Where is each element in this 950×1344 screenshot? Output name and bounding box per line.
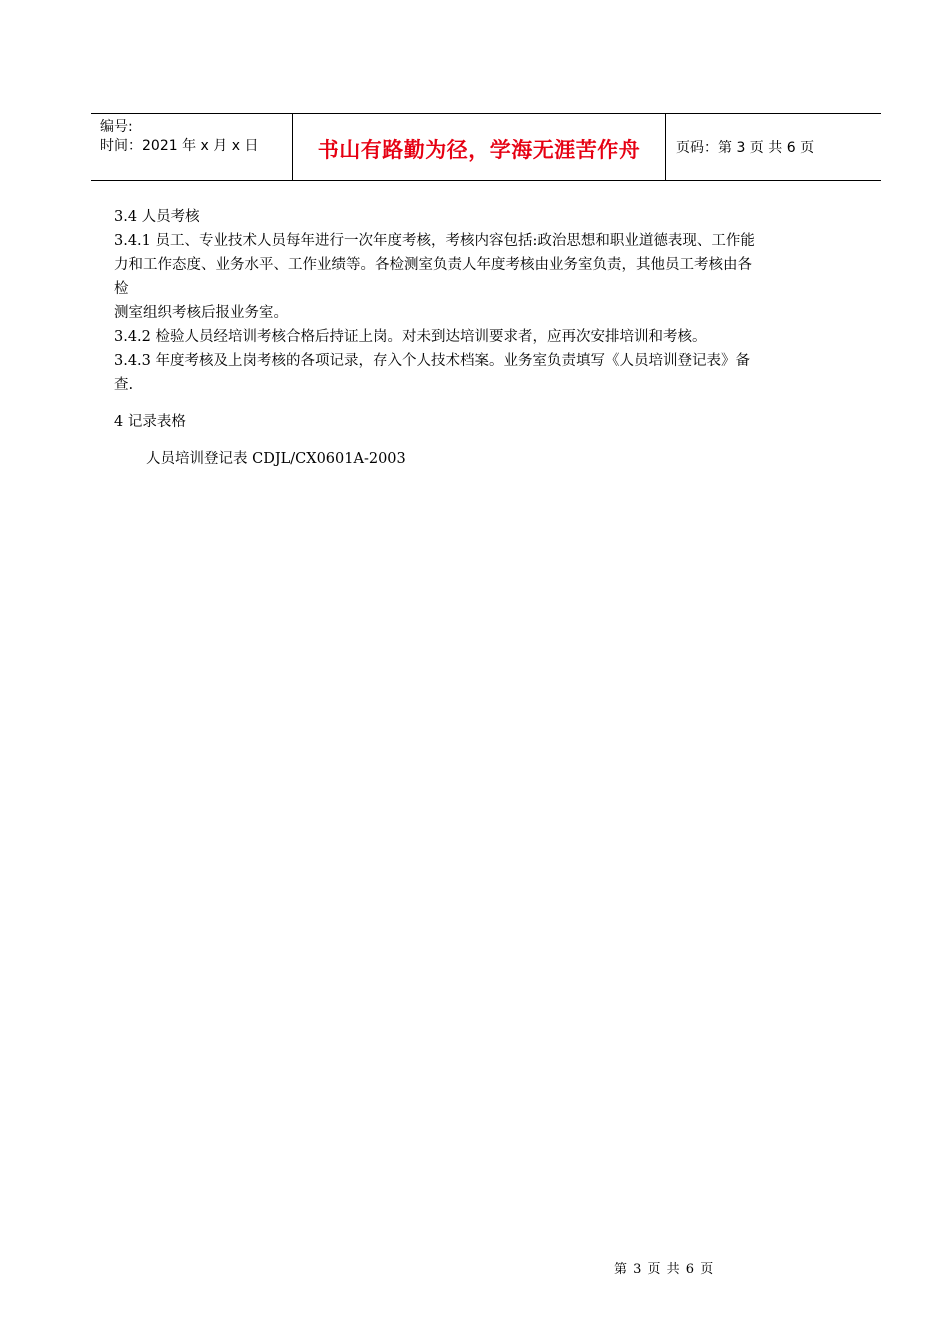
paragraph-342: 3.4.2 检验人员经培训考核合格后持证上岗。对未到达培训要求者，应再次安排培训和考核。: [114, 329, 707, 345]
header-meta-cell: [91, 114, 293, 180]
section-4-heading: 4 记录表格: [114, 414, 186, 430]
paragraph-343-line-1: 3.4.3 年度考核及上岗考核的各项记录，存入个人技术档案。业务室负责填写《人员培训登记表》备: [114, 353, 750, 369]
page-footer: 第 3 页 共 6 页: [614, 1262, 715, 1277]
paragraph-341-line-3: 检: [114, 281, 129, 297]
header-motto-cell: [293, 114, 666, 180]
header-page-cell: [666, 114, 881, 180]
document-time: 时间：2021 年 x 月 x 日: [100, 138, 259, 154]
document-header: [91, 113, 881, 181]
paragraph-343-line-2: 查.: [114, 377, 134, 393]
header-page-info: 页码：第 3 页 共 6 页: [676, 140, 815, 156]
header-motto: 书山有路勤为径，学海无涯苦作舟: [317, 138, 641, 162]
record-form-item: 人员培训登记表 CDJL/CX0601A-2003: [146, 451, 406, 467]
document-body: [114, 205, 864, 471]
section-title: 3.4 人员考核: [114, 209, 200, 225]
paragraph-341-line-4: 测室组织考核后报业务室。: [114, 305, 288, 321]
paragraph-341-line-1: 3.4.1 员工、专业技术人员每年进行一次年度考核，考核内容包括:政治思想和职业道德表现、工作能: [114, 233, 755, 249]
paragraph-341-line-2: 力和工作态度、业务水平、工作业绩等。各检测室负责人年度考核由业务室负责，其他员工考核由各: [114, 257, 752, 273]
document-number-label: 编号:: [100, 119, 133, 135]
